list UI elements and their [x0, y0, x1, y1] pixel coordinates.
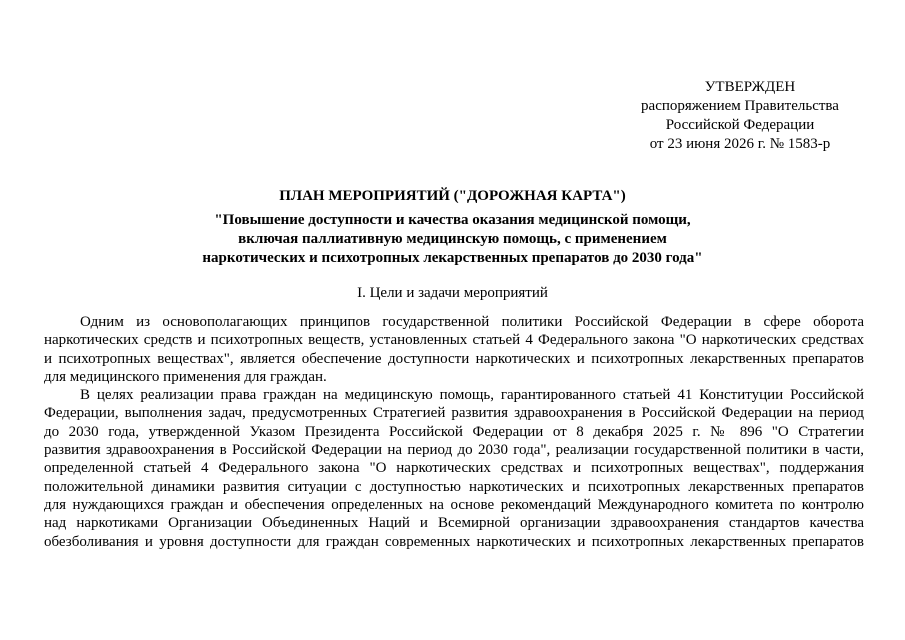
- text-line: до 2030 года, утвержденной Указом Президента Российской Федерации от 8 декабря 2025 г. № 896 "О Стратегии: [44, 423, 864, 440]
- plan-subtitle-line: включая паллиативную медицинскую помощь, с применением: [238, 231, 667, 247]
- body-text: [44, 313, 864, 551]
- approval-country: Российской Федерации: [665, 117, 815, 133]
- plan-header: [0, 187, 905, 268]
- plan-subtitle-line: "Повышение доступности и качества оказания медицинской помощи,: [214, 212, 691, 228]
- text-line: для нуждающихся граждан и обеспечения определенных на основе рекомендаций Международного комитета по контролю: [44, 496, 864, 513]
- text-line: наркотических средств и психотропных веществ, установленных статьей 4 Федерального закона "О наркотических средствах: [44, 332, 864, 349]
- approval-issuer: распоряжением Правительства: [641, 98, 839, 114]
- text-line: и психотропных веществах", является обеспечение доступности наркотических и психотропных лекарственных препаратов: [44, 350, 864, 367]
- text-line: обезболивания и уровня доступности для граждан современных наркотических и психотропных лекарственных препаратов: [44, 533, 864, 550]
- text-line: положительной динамики развития ситуации с доступностью наркотических и психотропных лекарственных препаратов: [44, 478, 864, 495]
- plan-subtitle: [0, 211, 905, 268]
- paragraph-2: [44, 386, 864, 551]
- text-line: Одним из основополагающих принципов государственной политики Российской Федерации в сфере оборота: [80, 314, 864, 330]
- paragraph-1: [44, 313, 864, 386]
- plan-title: ПЛАН МЕРОПРИЯТИЙ ("ДОРОЖНАЯ КАРТА"): [279, 188, 626, 204]
- approval-date-number: от 23 июня 2026 г. № 1583-р: [649, 136, 831, 152]
- text-line: Федерации, выполнения задач, предусмотренных Стратегией развития здравоохранения в Российской Федерации на период: [44, 405, 864, 422]
- text-line: для медицинского применения для граждан.: [44, 368, 327, 385]
- text-line: развития здравоохранения в Российской Федерации на период до 2030 года", реализации государственной политики в части,: [44, 442, 864, 459]
- text-line: В целях реализации права граждан на медицинскую помощь, гарантированного статьей 41 Конституции Российской: [80, 387, 864, 404]
- approval-heading: УТВЕРЖДЕН: [704, 79, 796, 95]
- plan-subtitle-line: наркотических и психотропных лекарственных препаратов до 2030 года": [202, 250, 703, 266]
- text-line: над наркотиками Организации Объединенных Наций и Всемирной организации здравоохранения стандартов качества: [44, 515, 864, 532]
- text-line: определенной статьей 4 Федерального закона "О наркотических средствах и психотропных веществах", поддержания: [44, 460, 864, 477]
- section-title: I. Цели и задачи мероприятий: [357, 285, 548, 301]
- approval-stamp: [620, 78, 860, 154]
